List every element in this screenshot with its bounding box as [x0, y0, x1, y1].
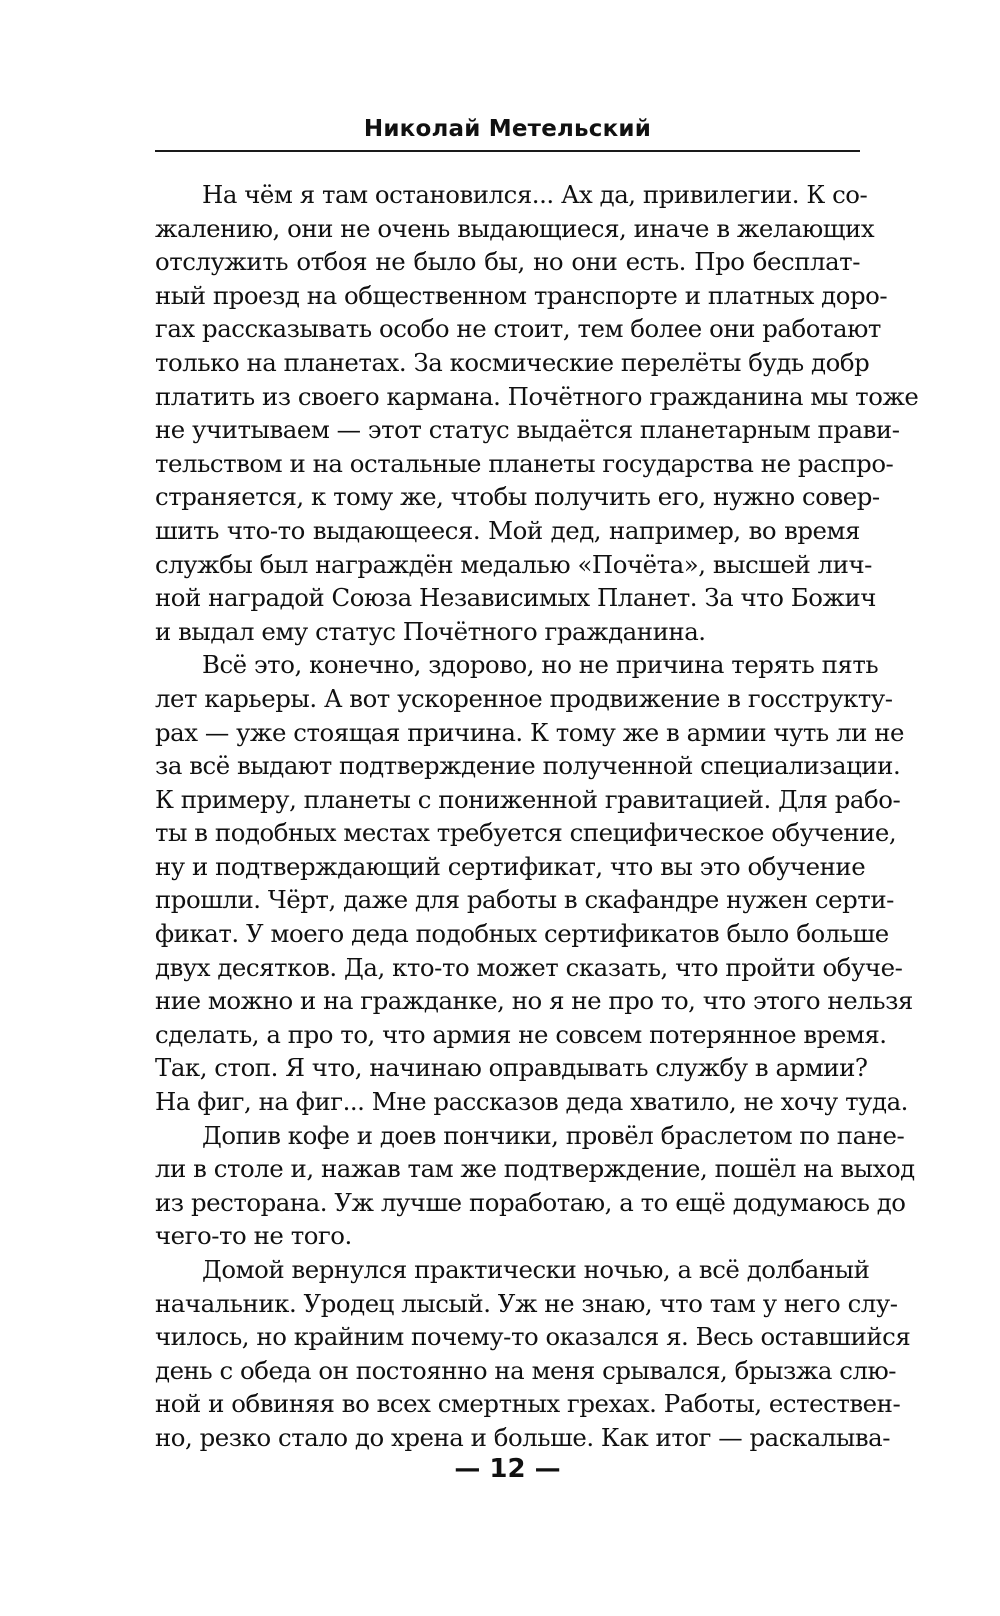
text-line: Домой вернулся практически ночью, а всё долбаный [202, 1255, 870, 1284]
text-line: только на планетах. За космические перелёты будь добр [155, 347, 870, 377]
text-line: шить что-то выдающееся. Мой дед, например, во время [155, 515, 860, 545]
text-line: ной и обвиняя во всех смертных грехах. Работы, естествен- [155, 1389, 901, 1419]
text-line: отслужить отбоя не было бы, но они есть. Про бесплат- [155, 247, 860, 277]
text-line: тельством и на остальные планеты государства не распро- [155, 448, 894, 478]
text-line: за всё выдают подтверждение полученной специализации. [155, 751, 901, 781]
text-line: ной наградой Союза Независимых Планет. За что Божич [155, 583, 876, 613]
text-line: чего-то не того. [155, 1221, 352, 1251]
text-line: платить из своего кармана. Почётного гражданина мы тоже [155, 381, 919, 411]
text-line: ный проезд на общественном транспорте и платных доро- [155, 280, 888, 310]
text-line: страняется, к тому же, чтобы получить его, нужно совер- [155, 482, 880, 512]
text-line: не учитываем — этот статус выдаётся планетарным прави- [155, 415, 900, 445]
text-line: На фиг, на фиг... Мне рассказов деда хватило, не хочу туда. [155, 1087, 908, 1117]
text-line: сделать, а про то, что армия не совсем потерянное время. [155, 1019, 887, 1049]
text-line: гах рассказывать особо не стоит, тем более они работают [155, 314, 881, 344]
page-number: — 12 — [454, 1454, 561, 1484]
text-line: службы был награждён медалью «Почёта», высшей лич- [155, 549, 872, 579]
text-line: Допив кофе и доев пончики, провёл браслетом по пане- [202, 1120, 905, 1150]
text-line: Так, стоп. Я что, начинаю оправдывать службу в армии? [155, 1053, 868, 1083]
text-line: Всё это, конечно, здорово, но не причина терять пять [202, 650, 879, 680]
text-line: двух десятков. Да, кто-то может сказать, что пройти обуче- [155, 952, 903, 982]
text-line: рах — уже стоящая причина. К тому же в армии чуть ли не [155, 717, 905, 747]
text-line: начальник. Уродец лысый. Уж не знаю, что там у него слу- [155, 1288, 898, 1318]
text-line: ние можно и на гражданке, но я не про то, что этого нельзя [155, 986, 913, 1016]
text-line: К примеру, планеты с пониженной гравитацией. Для рабо- [155, 784, 901, 814]
text-line: и выдал ему статус Почётного гражданина. [155, 616, 706, 646]
body-text [155, 178, 919, 1455]
text-line: жалению, они не очень выдающиеся, иначе в желающих [155, 213, 875, 243]
text-line: из ресторана. Уж лучше поработаю, а то ещё додумаюсь до [155, 1187, 906, 1217]
text-line: день с обеда он постоянно на меня срывался, брызжа слю- [155, 1355, 897, 1385]
running-header: Николай Метельский [363, 116, 652, 142]
text-line: ты в подобных местах требуется специфическое обучение, [155, 818, 897, 848]
text-line: лет карьеры. А вот ускоренное продвижение в госструкту- [155, 683, 893, 713]
text-line: но, резко стало до хрена и больше. Как итог — раскалыва- [155, 1422, 891, 1452]
text-line: ли в столе и, нажав там же подтверждение, пошёл на выход [155, 1154, 915, 1184]
text-line: чилось, но крайним почему-то оказался я. Весь оставшийся [155, 1322, 911, 1352]
text-line: На чём я там остановился... Ах да, привилегии. К со- [202, 180, 868, 209]
header-rule [155, 150, 860, 152]
text-line: прошли. Чёрт, даже для работы в скафандре нужен серти- [155, 885, 894, 915]
text-line: фикат. У моего деда подобных сертификатов было больше [155, 919, 889, 949]
text-line: ну и подтверждающий сертификат, что вы это обучение [155, 851, 866, 881]
